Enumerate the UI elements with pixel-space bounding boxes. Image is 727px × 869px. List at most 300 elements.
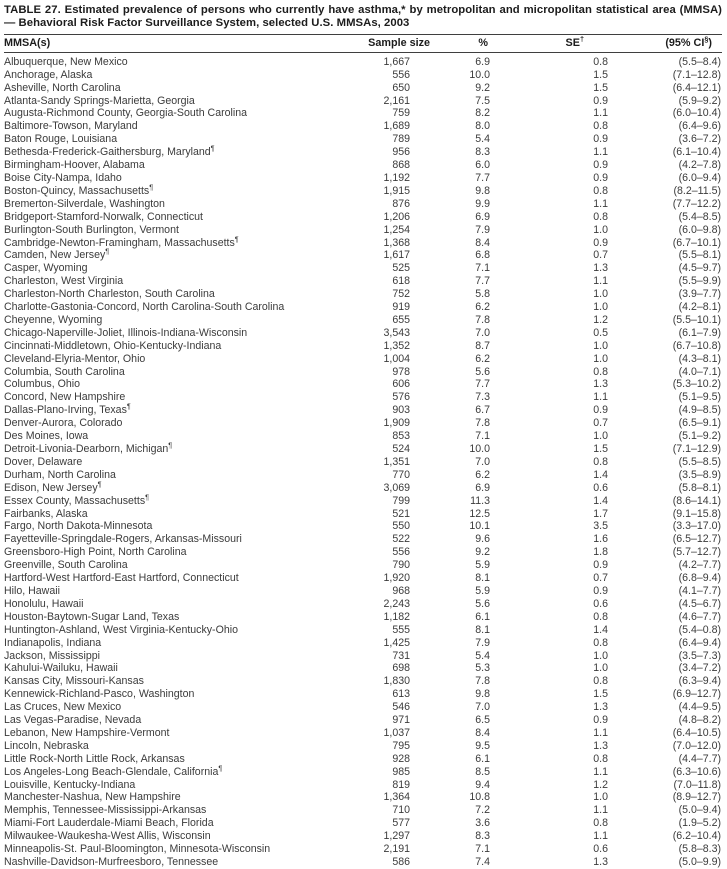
mmsa-cell: Hilo, Hawaii bbox=[4, 584, 60, 597]
mmsa-cell: Albuquerque, New Mexico bbox=[4, 55, 128, 68]
ci-cell: (5.5–8.1) bbox=[678, 249, 721, 262]
sample-size-cell: 759 bbox=[392, 107, 410, 120]
ci-cell: (7.1–12.9) bbox=[672, 443, 721, 455]
percent-cell: 6.1 bbox=[475, 752, 490, 765]
mmsa-cell: Cheyenne, Wyoming bbox=[4, 313, 103, 326]
sample-size-cell: 1,352 bbox=[383, 339, 410, 352]
table-row bbox=[4, 185, 722, 198]
table-row bbox=[4, 804, 722, 817]
ci-cell: (5.9–9.2) bbox=[678, 94, 721, 107]
sample-size-cell: 799 bbox=[392, 494, 410, 507]
table-row bbox=[4, 417, 722, 430]
ci-cell: (5.3–10.2) bbox=[672, 378, 721, 391]
table-row bbox=[4, 469, 722, 482]
percent-cell: 6.8 bbox=[475, 249, 490, 262]
sample-size-cell: 1,254 bbox=[383, 223, 410, 236]
percent-cell: 7.8 bbox=[475, 417, 490, 430]
table-row bbox=[4, 159, 722, 172]
percent-cell: 6.0 bbox=[475, 159, 490, 172]
sample-size-cell: 1,364 bbox=[383, 791, 410, 804]
se-cell: 0.8 bbox=[593, 55, 608, 68]
se-cell: 1.0 bbox=[593, 301, 608, 314]
percent-cell: 8.7 bbox=[475, 339, 490, 352]
se-cell: 1.1 bbox=[593, 107, 608, 120]
mmsa-cell: Detroit-Livonia-Dearborn, Michigan¶ bbox=[4, 440, 173, 455]
percent-cell: 7.1 bbox=[475, 843, 490, 856]
ci-cell: (1.9–5.2) bbox=[678, 817, 721, 830]
sample-size-cell: 1,182 bbox=[383, 610, 410, 623]
ci-cell: (5.4–8.5) bbox=[678, 210, 721, 223]
ci-cell: (6.1–7.9) bbox=[678, 326, 721, 339]
ci-cell: (6.8–9.4) bbox=[678, 572, 721, 585]
table-row bbox=[4, 585, 722, 598]
pilcrow-footnote-marker: ¶ bbox=[97, 479, 102, 489]
table-row bbox=[4, 559, 722, 572]
ci-cell: (5.0–9.4) bbox=[678, 804, 721, 817]
table-row bbox=[4, 482, 722, 495]
dagger-footnote-marker: † bbox=[579, 34, 584, 44]
ci-cell: (6.0–9.8) bbox=[678, 223, 721, 236]
se-cell: 1.2 bbox=[593, 778, 608, 791]
ci-cell: (3.9–7.7) bbox=[678, 288, 721, 301]
sample-size-cell: 790 bbox=[392, 559, 410, 572]
se-cell: 0.9 bbox=[593, 559, 608, 572]
mmsa-cell: Houston-Baytown-Sugar Land, Texas bbox=[4, 610, 180, 623]
table-row bbox=[4, 95, 722, 108]
table-row bbox=[4, 430, 722, 443]
table-row bbox=[4, 249, 722, 262]
percent-cell: 6.7 bbox=[475, 404, 490, 417]
mmsa-cell: Charleston-North Charleston, South Carolina bbox=[4, 288, 215, 301]
percent-cell: 7.4 bbox=[475, 856, 490, 868]
ci-cell: (6.3–9.4) bbox=[678, 675, 721, 688]
se-cell: 1.3 bbox=[593, 739, 608, 752]
se-cell: 0.6 bbox=[593, 597, 608, 610]
mmsa-cell: Milwaukee-Waukesha-West Allis, Wisconsin bbox=[4, 830, 211, 843]
pilcrow-footnote-marker: ¶ bbox=[218, 763, 223, 773]
table-row bbox=[4, 624, 722, 637]
mmsa-cell: Atlanta-Sandy Springs-Marietta, Georgia bbox=[4, 94, 195, 107]
se-cell: 0.9 bbox=[593, 171, 608, 184]
ci-cell: (3.5–8.9) bbox=[678, 468, 721, 481]
ci-cell: (7.0–11.8) bbox=[673, 778, 721, 791]
percent-cell: 5.6 bbox=[475, 597, 490, 610]
ci-cell: (3.3–17.0) bbox=[672, 520, 721, 533]
sample-size-cell: 522 bbox=[392, 533, 410, 546]
sample-size-cell: 956 bbox=[392, 146, 410, 159]
percent-cell: 8.0 bbox=[475, 120, 490, 133]
percent-cell: 8.2 bbox=[475, 107, 490, 120]
percent-cell: 9.6 bbox=[475, 533, 490, 546]
percent-cell: 5.9 bbox=[475, 584, 490, 597]
se-cell: 0.8 bbox=[593, 610, 608, 623]
sample-size-cell: 868 bbox=[392, 159, 410, 172]
sample-size-cell: 770 bbox=[392, 468, 410, 481]
percent-cell: 6.5 bbox=[475, 714, 490, 727]
percent-cell: 5.4 bbox=[475, 649, 490, 662]
mmsa-cell: Jackson, Mississippi bbox=[4, 649, 100, 662]
ci-cell: (6.9–12.7) bbox=[672, 688, 721, 701]
percent-cell: 9.9 bbox=[475, 197, 490, 210]
table-row bbox=[4, 701, 722, 714]
mmsa-cell: Concord, New Hampshire bbox=[4, 391, 126, 404]
sample-size-cell: 853 bbox=[392, 430, 410, 443]
se-cell: 1.5 bbox=[593, 443, 608, 455]
ci-cell: (6.5–12.7) bbox=[672, 533, 721, 546]
mmsa-cell: Nashville-Davidson-Murfreesboro, Tennessee bbox=[4, 856, 219, 868]
sample-size-cell: 618 bbox=[392, 275, 410, 288]
percent-cell: 8.4 bbox=[475, 726, 490, 739]
table-row bbox=[4, 275, 722, 288]
ci-cell: (4.5–9.7) bbox=[678, 262, 721, 275]
ci-cell: (3.6–7.2) bbox=[678, 133, 721, 146]
mmsa-cell: Anchorage, Alaska bbox=[4, 68, 93, 81]
percent-cell: 10.0 bbox=[469, 443, 490, 455]
sample-size-cell: 576 bbox=[392, 391, 410, 404]
mmsa-cell: Kansas City, Missouri-Kansas bbox=[4, 675, 144, 688]
se-cell: 1.4 bbox=[593, 468, 608, 481]
ci-cell: (4.5–6.7) bbox=[678, 597, 721, 610]
table-row bbox=[4, 404, 722, 417]
ci-cell: (6.4–12.1) bbox=[672, 81, 721, 94]
ci-cell: (6.4–9.6) bbox=[678, 120, 721, 133]
ci-cell: (6.0–9.4) bbox=[678, 171, 721, 184]
sample-size-cell: 521 bbox=[392, 507, 410, 520]
mmsa-cell: Des Moines, Iowa bbox=[4, 430, 89, 443]
mmsa-cell: Bridgeport-Stamford-Norwalk, Connecticut bbox=[4, 210, 204, 223]
percent-cell: 3.6 bbox=[475, 817, 490, 830]
se-cell: 0.5 bbox=[593, 326, 608, 339]
percent-cell: 12.5 bbox=[469, 507, 490, 520]
sample-size-cell: 903 bbox=[392, 404, 410, 417]
percent-cell: 6.2 bbox=[475, 468, 490, 481]
percent-cell: 9.4 bbox=[475, 778, 490, 791]
ci-cell: (3.5–7.3) bbox=[678, 649, 721, 662]
sample-size-cell: 978 bbox=[392, 365, 410, 378]
se-cell: 0.9 bbox=[593, 584, 608, 597]
table-row bbox=[4, 791, 722, 804]
se-cell: 0.9 bbox=[593, 94, 608, 107]
percent-cell: 7.2 bbox=[475, 804, 490, 817]
sample-size-cell: 606 bbox=[392, 378, 410, 391]
mmsa-cell: Kahului-Wailuku, Hawaii bbox=[4, 662, 118, 675]
ci-cell: (5.0–9.9) bbox=[678, 856, 721, 868]
mmsa-cell: Dallas-Plano-Irving, Texas¶ bbox=[4, 401, 131, 417]
percent-cell: 9.2 bbox=[475, 81, 490, 94]
ci-cell: (5.5–8.4) bbox=[678, 55, 721, 68]
table-row bbox=[4, 830, 722, 843]
percent-cell: 5.4 bbox=[475, 133, 490, 146]
se-cell: 1.4 bbox=[593, 623, 608, 636]
sample-size-cell: 3,069 bbox=[383, 481, 410, 494]
mmsa-cell: Fayetteville-Springdale-Rogers, Arkansas-Missouri bbox=[4, 533, 242, 546]
ci-cell: (6.7–10.1) bbox=[672, 236, 721, 249]
percent-cell: 11.3 bbox=[470, 494, 490, 507]
percent-cell: 6.9 bbox=[475, 55, 490, 68]
mmsa-cell: Bethesda-Frederick-Gaithersburg, Maryland¶ bbox=[4, 143, 215, 159]
percent-cell: 7.0 bbox=[475, 455, 490, 468]
se-cell: 0.8 bbox=[593, 675, 608, 688]
percent-cell: 6.9 bbox=[475, 210, 490, 223]
table-row bbox=[4, 133, 722, 146]
sample-size-cell: 752 bbox=[392, 288, 410, 301]
table-row bbox=[4, 650, 722, 663]
section-footnote-marker: § bbox=[704, 34, 709, 44]
mmsa-cell: Cincinnati-Middletown, Ohio-Kentucky-Indiana bbox=[4, 339, 222, 352]
sample-size-cell: 789 bbox=[392, 133, 410, 146]
table-row bbox=[4, 211, 722, 224]
mmsa-cell: Little Rock-North Little Rock, Arkansas bbox=[4, 752, 185, 765]
sample-size-cell: 525 bbox=[392, 262, 410, 275]
se-cell: 1.0 bbox=[593, 288, 608, 301]
ci-cell: (6.7–10.8) bbox=[672, 339, 721, 352]
percent-cell: 10.1 bbox=[469, 520, 490, 533]
table-row bbox=[4, 508, 722, 521]
sample-size-cell: 968 bbox=[392, 584, 410, 597]
sample-size-cell: 1,004 bbox=[383, 352, 410, 365]
se-cell: 0.8 bbox=[593, 636, 608, 649]
table-row bbox=[4, 675, 722, 688]
se-cell: 1.3 bbox=[593, 701, 608, 714]
sample-size-cell: 2,243 bbox=[383, 597, 410, 610]
table-row bbox=[4, 753, 722, 766]
ci-cell: (5.8–8.3) bbox=[678, 843, 721, 856]
table-row bbox=[4, 572, 722, 585]
ci-cell: (6.0–10.4) bbox=[672, 107, 721, 120]
table-row bbox=[4, 662, 722, 675]
mmsa-cell: Greenville, South Carolina bbox=[4, 559, 128, 572]
table-row bbox=[4, 391, 722, 404]
se-cell: 1.4 bbox=[593, 494, 608, 507]
percent-cell: 7.8 bbox=[475, 313, 490, 326]
pilcrow-footnote-marker: ¶ bbox=[210, 143, 215, 153]
table-row bbox=[4, 301, 722, 314]
column-header-ci bbox=[610, 34, 722, 52]
sample-size-cell: 577 bbox=[392, 817, 410, 830]
table-row bbox=[4, 314, 722, 327]
ci-cell: (5.1–9.2) bbox=[678, 430, 721, 443]
ci-cell: (4.2–7.8) bbox=[678, 159, 721, 172]
mmsa-cell: Huntington-Ashland, West Virginia-Kentucky-Ohio bbox=[4, 623, 238, 636]
column-header-se bbox=[494, 34, 610, 52]
sample-size-cell: 1,037 bbox=[383, 726, 410, 739]
se-cell: 1.1 bbox=[593, 146, 608, 159]
column-header-percent: % bbox=[432, 34, 494, 52]
se-label: SE bbox=[565, 36, 580, 49]
se-cell: 0.8 bbox=[593, 365, 608, 378]
ci-cell: (8.6–14.1) bbox=[672, 494, 721, 507]
sample-size-cell: 795 bbox=[392, 739, 410, 752]
ci-cell: (5.5–10.1) bbox=[672, 313, 721, 326]
sample-size-cell: 1,667 bbox=[383, 55, 410, 68]
table-row bbox=[4, 766, 722, 779]
pilcrow-footnote-marker: ¶ bbox=[145, 492, 150, 502]
se-cell: 1.3 bbox=[593, 262, 608, 275]
se-cell: 0.8 bbox=[593, 184, 608, 197]
ci-cell: (7.1–12.8) bbox=[672, 68, 721, 81]
mmsa-cell: Baton Rouge, Louisiana bbox=[4, 133, 118, 146]
sample-size-cell: 655 bbox=[392, 313, 410, 326]
se-cell: 1.0 bbox=[593, 430, 608, 443]
sample-size-cell: 555 bbox=[392, 623, 410, 636]
sample-size-cell: 919 bbox=[392, 301, 410, 314]
ci-cell: (6.5–9.1) bbox=[678, 417, 721, 430]
table-row bbox=[4, 727, 722, 740]
table-row bbox=[4, 288, 722, 301]
percent-cell: 8.1 bbox=[475, 623, 490, 636]
se-cell: 0.7 bbox=[593, 572, 608, 585]
mmsa-cell: Lebanon, New Hampshire-Vermont bbox=[4, 726, 170, 739]
sample-size-cell: 819 bbox=[392, 778, 410, 791]
asthma-prevalence-table bbox=[4, 34, 722, 869]
table-row bbox=[4, 146, 722, 159]
sample-size-cell: 1,368 bbox=[383, 236, 410, 249]
table-row bbox=[4, 340, 722, 353]
table-row bbox=[4, 224, 722, 237]
percent-cell: 9.2 bbox=[475, 546, 490, 559]
table-row bbox=[4, 69, 722, 82]
sample-size-cell: 876 bbox=[392, 197, 410, 210]
se-cell: 3.5 bbox=[593, 520, 608, 533]
percent-cell: 7.0 bbox=[475, 701, 490, 714]
percent-cell: 5.3 bbox=[475, 662, 490, 675]
ci-cell: (6.2–10.4) bbox=[672, 830, 721, 843]
table-row bbox=[4, 533, 722, 546]
se-cell: 1.1 bbox=[593, 391, 608, 404]
se-cell: 1.7 bbox=[593, 507, 608, 520]
mmsa-cell: Boise City-Nampa, Idaho bbox=[4, 171, 122, 184]
percent-cell: 9.8 bbox=[475, 688, 490, 701]
table-row bbox=[4, 262, 722, 275]
sample-size-cell: 556 bbox=[392, 68, 410, 81]
pilcrow-footnote-marker: ¶ bbox=[168, 440, 173, 450]
percent-cell: 6.9 bbox=[475, 481, 490, 494]
se-cell: 0.8 bbox=[593, 455, 608, 468]
sample-size-cell: 710 bbox=[392, 804, 410, 817]
table-row bbox=[4, 688, 722, 701]
percent-cell: 8.4 bbox=[475, 236, 490, 249]
table-row bbox=[4, 107, 722, 120]
se-cell: 0.9 bbox=[593, 714, 608, 727]
se-cell: 1.6 bbox=[593, 533, 608, 546]
ci-label: (95% CI bbox=[665, 36, 705, 49]
se-cell: 0.6 bbox=[593, 843, 608, 856]
table-row bbox=[4, 443, 722, 456]
pilcrow-footnote-marker: ¶ bbox=[149, 182, 154, 192]
se-cell: 0.9 bbox=[593, 159, 608, 172]
percent-cell: 5.8 bbox=[475, 288, 490, 301]
mmsa-cell: Los Angeles-Long Beach-Glendale, California¶ bbox=[4, 763, 223, 778]
mmsa-cell: Boston-Quincy, Massachusetts¶ bbox=[4, 182, 154, 197]
ci-cell: (5.5–8.5) bbox=[678, 455, 721, 468]
ci-cell: (4.8–8.2) bbox=[678, 714, 721, 727]
ci-cell: (5.4–0.8) bbox=[678, 623, 721, 636]
ci-cell: (6.3–10.6) bbox=[672, 765, 721, 778]
table-row bbox=[4, 843, 722, 856]
sample-size-cell: 1,192 bbox=[383, 171, 410, 184]
column-header-mmsa: MMSA(s) bbox=[4, 34, 352, 52]
se-cell: 1.1 bbox=[593, 197, 608, 210]
mmsa-cell: Lincoln, Nebraska bbox=[4, 739, 89, 752]
ci-cell: (6.1–10.4) bbox=[672, 146, 721, 159]
table-row bbox=[4, 198, 722, 211]
mmsa-cell: Durham, North Carolina bbox=[4, 468, 116, 481]
ci-cell: (5.5–9.9) bbox=[678, 275, 721, 288]
se-cell: 1.1 bbox=[593, 275, 608, 288]
se-cell: 1.0 bbox=[593, 662, 608, 675]
se-cell: 0.8 bbox=[593, 210, 608, 223]
percent-cell: 8.5 bbox=[475, 765, 490, 778]
percent-cell: 7.1 bbox=[475, 262, 490, 275]
ci-cell: (4.0–7.1) bbox=[678, 365, 721, 378]
ci-cell: (5.1–9.5) bbox=[678, 391, 721, 404]
se-cell: 1.5 bbox=[593, 688, 608, 701]
mmsa-cell: Manchester-Nashua, New Hampshire bbox=[4, 791, 181, 804]
sample-size-cell: 1,909 bbox=[383, 417, 410, 430]
percent-cell: 7.7 bbox=[475, 171, 490, 184]
sample-size-cell: 1,830 bbox=[383, 675, 410, 688]
percent-cell: 7.3 bbox=[475, 391, 490, 404]
table-row bbox=[4, 714, 722, 727]
mmsa-cell: Chicago-Naperville-Joliet, Illinois-Indiana-Wisconsin bbox=[4, 326, 248, 339]
sample-size-cell: 586 bbox=[392, 856, 410, 868]
mmsa-cell: Casper, Wyoming bbox=[4, 262, 88, 275]
mmsa-cell: Minneapolis-St. Paul-Bloomington, Minnesota-Wisconsin bbox=[4, 843, 271, 856]
se-cell: 0.8 bbox=[593, 120, 608, 133]
pilcrow-footnote-marker: ¶ bbox=[234, 233, 239, 243]
ci-cell: (7.0–12.0) bbox=[672, 739, 721, 752]
table-row bbox=[4, 237, 722, 250]
sample-size-cell: 698 bbox=[392, 662, 410, 675]
percent-cell: 6.1 bbox=[475, 610, 490, 623]
percent-cell: 7.5 bbox=[475, 94, 490, 107]
ci-cell: (4.9–8.5) bbox=[678, 404, 721, 417]
ci-cell: (7.7–12.2) bbox=[672, 197, 721, 210]
sample-size-cell: 985 bbox=[392, 765, 410, 778]
mmsa-cell: Bremerton-Silverdale, Washington bbox=[4, 197, 165, 210]
percent-cell: 5.9 bbox=[475, 559, 490, 572]
mmsa-cell: Charleston, West Virginia bbox=[4, 275, 124, 288]
sample-size-cell: 556 bbox=[392, 546, 410, 559]
table-row bbox=[4, 740, 722, 753]
table-row bbox=[4, 378, 722, 391]
table-row bbox=[4, 546, 722, 559]
percent-cell: 8.1 bbox=[475, 572, 490, 585]
mmsa-cell: Cleveland-Elyria-Mentor, Ohio bbox=[4, 352, 146, 365]
se-cell: 0.9 bbox=[593, 133, 608, 146]
se-cell: 1.8 bbox=[593, 546, 608, 559]
table-row bbox=[4, 82, 722, 95]
percent-cell: 7.0 bbox=[475, 326, 490, 339]
se-cell: 1.2 bbox=[593, 313, 608, 326]
ci-cell: (4.2–8.1) bbox=[678, 301, 721, 314]
table-row bbox=[4, 817, 722, 830]
se-cell: 1.1 bbox=[593, 830, 608, 843]
se-cell: 1.1 bbox=[593, 726, 608, 739]
sample-size-cell: 1,351 bbox=[383, 455, 410, 468]
mmsa-cell: Greensboro-High Point, North Carolina bbox=[4, 546, 187, 559]
percent-cell: 7.1 bbox=[475, 430, 490, 443]
table-row bbox=[4, 52, 722, 68]
sample-size-cell: 731 bbox=[392, 649, 410, 662]
mmsa-cell: Edison, New Jersey¶ bbox=[4, 479, 102, 494]
table-body bbox=[4, 52, 722, 869]
sample-size-cell: 928 bbox=[392, 752, 410, 765]
percent-cell: 7.8 bbox=[475, 675, 490, 688]
ci-label-close: ) bbox=[708, 36, 712, 49]
ci-cell: (9.1–15.8) bbox=[672, 507, 721, 520]
mmsa-cell: Columbus, Ohio bbox=[4, 378, 80, 391]
